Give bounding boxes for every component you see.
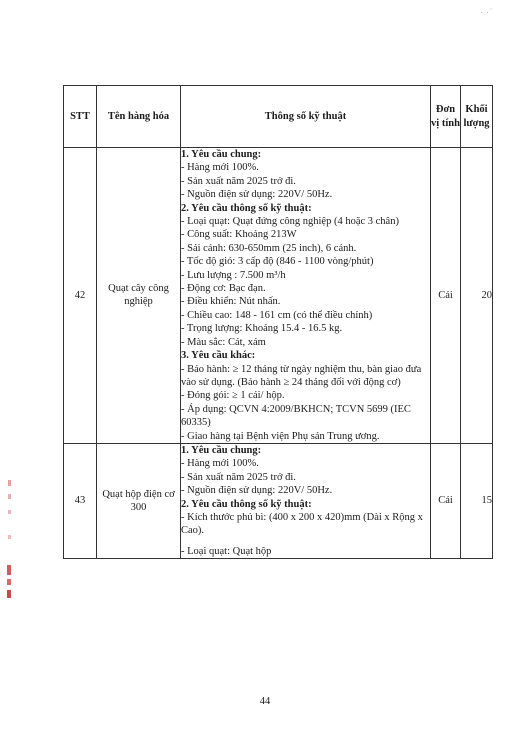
spec-line: - Trọng lượng: Khoảng 15.4 - 16.5 kg. bbox=[181, 323, 343, 335]
spec-line: - Sải cánh: 630-650mm (25 inch), 6 cánh. bbox=[181, 242, 357, 254]
spec-section-heading: 2. Yêu cầu thông số kỹ thuật: bbox=[181, 498, 312, 510]
spec-line: - Động cơ: Bạc đạn. bbox=[181, 283, 266, 295]
table-row-43 bbox=[64, 443, 493, 558]
spec-line: - Loại quạt: Quạt hộp bbox=[181, 545, 272, 557]
row-spec bbox=[181, 148, 431, 444]
row-quantity: 20 bbox=[461, 148, 493, 444]
header-unit: Đơn vị tính bbox=[431, 86, 461, 148]
page-number: 44 bbox=[259, 696, 271, 707]
spec-line: - Sản xuất năm 2025 trở đi. bbox=[181, 471, 296, 483]
spec-line: - Giao hàng tại Bệnh viện Phụ sản Trung ương. bbox=[181, 430, 380, 442]
row-unit: Cái bbox=[431, 443, 461, 558]
spec-line: - Hàng mới 100%. bbox=[181, 458, 259, 470]
row-unit: Cái bbox=[431, 148, 461, 444]
header-stt: STT bbox=[64, 86, 97, 148]
table-header-row bbox=[64, 86, 493, 148]
spec-line: - Sản xuất năm 2025 trở đi. bbox=[181, 175, 296, 187]
spec-line: - Nguồn điện sử dụng: 220V/ 50Hz. bbox=[181, 485, 333, 497]
row-item-name: Quạt cây công nghiệp bbox=[97, 148, 181, 444]
spec-line: - Bảo hành: ≥ 12 tháng từ ngày nghiệm thu, bàn giao đưa vào sử dụng. (Bảo hành ≥ 24 tháng đối với động cơ) bbox=[181, 363, 424, 388]
spec-line: - Đóng gói: ≥ 1 cái/ hộp. bbox=[181, 390, 285, 402]
table-row-42 bbox=[64, 148, 493, 444]
scan-artifact: · ·´ bbox=[480, 8, 493, 19]
row-quantity: 15 bbox=[461, 443, 493, 558]
spec-line: - Lưu lượng : 7.500 m³/h bbox=[181, 269, 286, 281]
spec-line: - Áp dụng: QCVN 4:2009/BKHCN; TCVN 5699 (IEC 60335) bbox=[181, 403, 414, 429]
spec-line: - Màu sắc: Cát, xám bbox=[181, 336, 266, 348]
row-item-name: Quạt hộp điện cơ 300 bbox=[97, 443, 181, 558]
row-stt: 42 bbox=[64, 148, 97, 444]
header-name: Tên hàng hóa bbox=[97, 86, 181, 148]
spec-line: - Loại quạt: Quạt đứng công nghiệp (4 hoặc 3 chân) bbox=[181, 216, 399, 228]
row-spec bbox=[181, 443, 431, 558]
row-stt: 43 bbox=[64, 443, 97, 558]
spec-line: - Tốc độ gió: 3 cấp độ (846 - 1100 vòng/phút) bbox=[181, 256, 374, 268]
margin-stamp-mark bbox=[4, 480, 16, 600]
spec-section-heading: 1. Yêu cầu chung: bbox=[181, 149, 262, 160]
header-spec: Thông số kỹ thuật bbox=[181, 86, 431, 148]
spec-line: - Công suất: Khoảng 213W bbox=[181, 229, 297, 241]
spec-section-heading: 3. Yêu cầu khác: bbox=[181, 350, 256, 362]
spec-line: - Hàng mới 100%. bbox=[181, 162, 259, 174]
spec-line: - Chiều cao: 148 - 161 cm (có thể điều chỉnh) bbox=[181, 309, 373, 321]
spec-line: - Điều khiển: Nút nhấn. bbox=[181, 296, 281, 308]
spec-section-heading: 2. Yêu cầu thông số kỹ thuật: bbox=[181, 202, 312, 214]
spec-table bbox=[63, 85, 493, 559]
header-qty: Khối lượng bbox=[461, 86, 493, 148]
spec-line: - Kích thước phủ bì: (400 x 200 x 420)mm (Dài x Rộng x Cao). bbox=[181, 511, 426, 537]
spec-line: - Nguồn điện sử dụng: 220V/ 50Hz. bbox=[181, 189, 333, 201]
spec-section-heading: 1. Yêu cầu chung: bbox=[181, 444, 262, 456]
